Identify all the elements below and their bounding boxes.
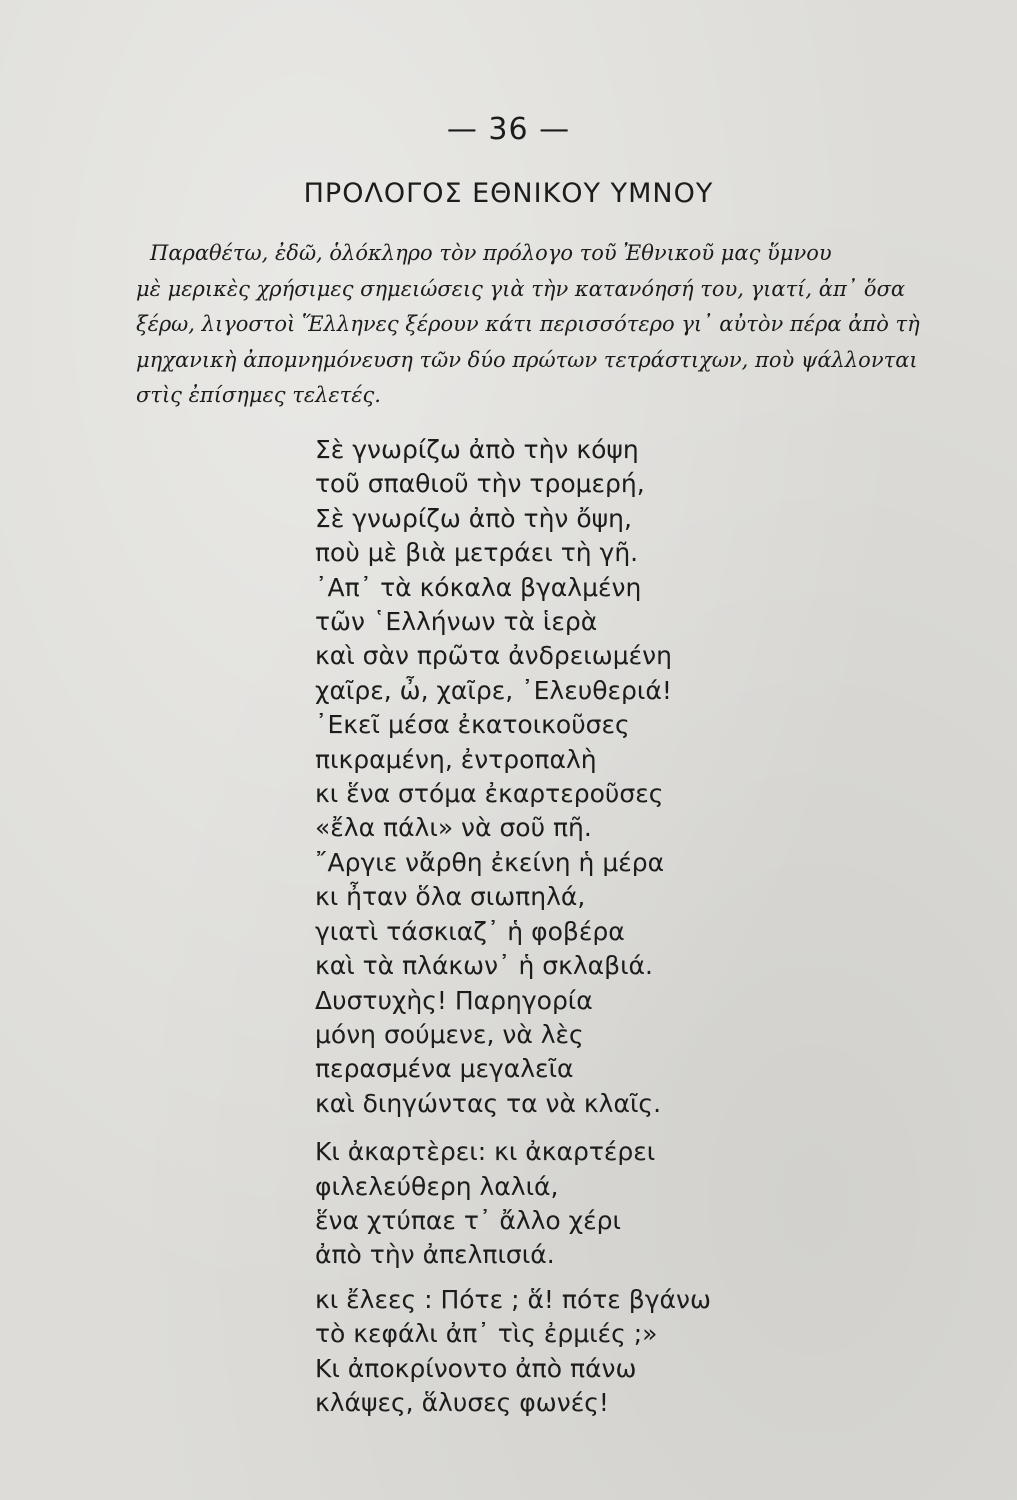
verse-line: κι ἔλεες : Πότε ; ἅ! πότε βγάνω — [315, 1284, 711, 1314]
verse-line: φιλελεύθερη λαλιά, — [315, 1171, 559, 1201]
verse-line: τοῦ σπαθιοῦ τὴν τρομερή, — [315, 469, 645, 499]
verse-line: καὶ διηγώντας τα νὰ κλαῖς. — [315, 1088, 662, 1118]
verse-line: Σὲ γνωρίζω ἀπὸ τὴν ὄψη, — [315, 503, 632, 533]
verse-line: τῶν ῾Ελλήνων τὰ ἱερὰ — [315, 607, 598, 637]
intro-line: Παραθέτω, ἐδῶ, ὁλόκληρο τὸν πρόλογο τοῦ Ἐθνικοῦ μας ὕμνου — [150, 241, 832, 265]
verse-line: κλάψες, ἅλυσες φωνές! — [315, 1387, 609, 1417]
intro-line: ξέρω, λιγοστοὶ Ἕλληνες ξέρουν κάτι περισσότερο γι᾽ αὐτὸν πέρα ἀπὸ τὴ — [136, 312, 920, 336]
stanza-3 — [315, 1283, 835, 1421]
verse-line: ᾿Εκεῖ μέσα ἐκατοικοῦσες — [315, 710, 630, 740]
intro-paragraph — [136, 236, 940, 414]
verse-line: Κι ἀποκρίνοντο ἀπὸ πάνω — [315, 1353, 637, 1383]
verse-line: μόνη σούμενε, νὰ λὲς — [315, 1019, 584, 1049]
intro-line: στὶς ἐπίσημες τελετές. — [136, 383, 381, 407]
verse-line: ἕνα χτύπαε τ᾿ ἄλλο χέρι — [315, 1205, 621, 1235]
verse-line: Κι ἀκαρτὲρει: κι ἀκαρτέρει — [315, 1137, 656, 1167]
verse-line: καὶ τὰ πλάκων᾿ ἡ σκλαβιά. — [315, 951, 653, 981]
verse-line: περασμένα μεγαλεῖα — [315, 1054, 574, 1084]
verse-line: χαῖρε, ὦ, χαῖρε, ᾿Ελευθεριά! — [315, 675, 672, 705]
verse-line: ᾿Απ᾿ τὰ κόκαλα βγαλμένη — [315, 572, 642, 602]
intro-line: μὲ μερικὲς χρήσιμες σημειώσεις γιὰ τὴν κατανόησή του, γιατί, ἀπ᾽ ὅσα — [136, 276, 906, 301]
verse-line: γιατὶ τάσκιαζ᾿ ἡ φοβέρα — [315, 916, 625, 946]
poem — [315, 433, 835, 1420]
verse-line: ἀπὸ τὴν ἀπελπισιά. — [315, 1240, 555, 1270]
page-number: — 36 — — [446, 112, 571, 147]
verse-line: Σὲ γνωρίζω ἀπὸ τὴν κόψη — [315, 435, 639, 464]
verse-line: κι ἕνα στόμα ἐκαρτεροῦσες — [315, 779, 664, 809]
verse-line: καὶ σὰν πρῶτα ἀνδρειωμένη — [315, 641, 672, 671]
verse-line: ποὺ μὲ βιὰ μετράει τὴ γῆ. — [315, 538, 639, 568]
stanza-1 — [315, 433, 835, 1121]
verse-line: κι ἦταν ὅλα σιωπηλά, — [315, 882, 586, 912]
stanza-2 — [315, 1135, 835, 1273]
page-title: ΠΡΟΛΟΓΟΣ ΕΘΝΙΚΟΥ ΥΜΝΟΥ — [303, 178, 714, 209]
verse-line: ῎Αργιε νἄρθη ἐκείνη ἡ μέρα — [315, 847, 665, 877]
stanza-gap — [315, 1121, 835, 1135]
stanza-gap — [315, 1273, 835, 1283]
verse-line: «ἔλα πάλι» νὰ σοῦ πῆ. — [315, 813, 592, 843]
verse-line: πικραμένη, ἐντροπαλὴ — [315, 744, 597, 774]
intro-line: μηχανικὴ ἀπομνημόνευση τῶν δύο πρώτων τετράστιχων, ποὺ ψάλλονται — [136, 347, 918, 372]
verse-line: Δυστυχὴς! Παρηγορία — [315, 985, 593, 1015]
verse-line: τὸ κεφάλι ἀπ᾿ τὶς ἐρμιές ;» — [315, 1319, 658, 1349]
